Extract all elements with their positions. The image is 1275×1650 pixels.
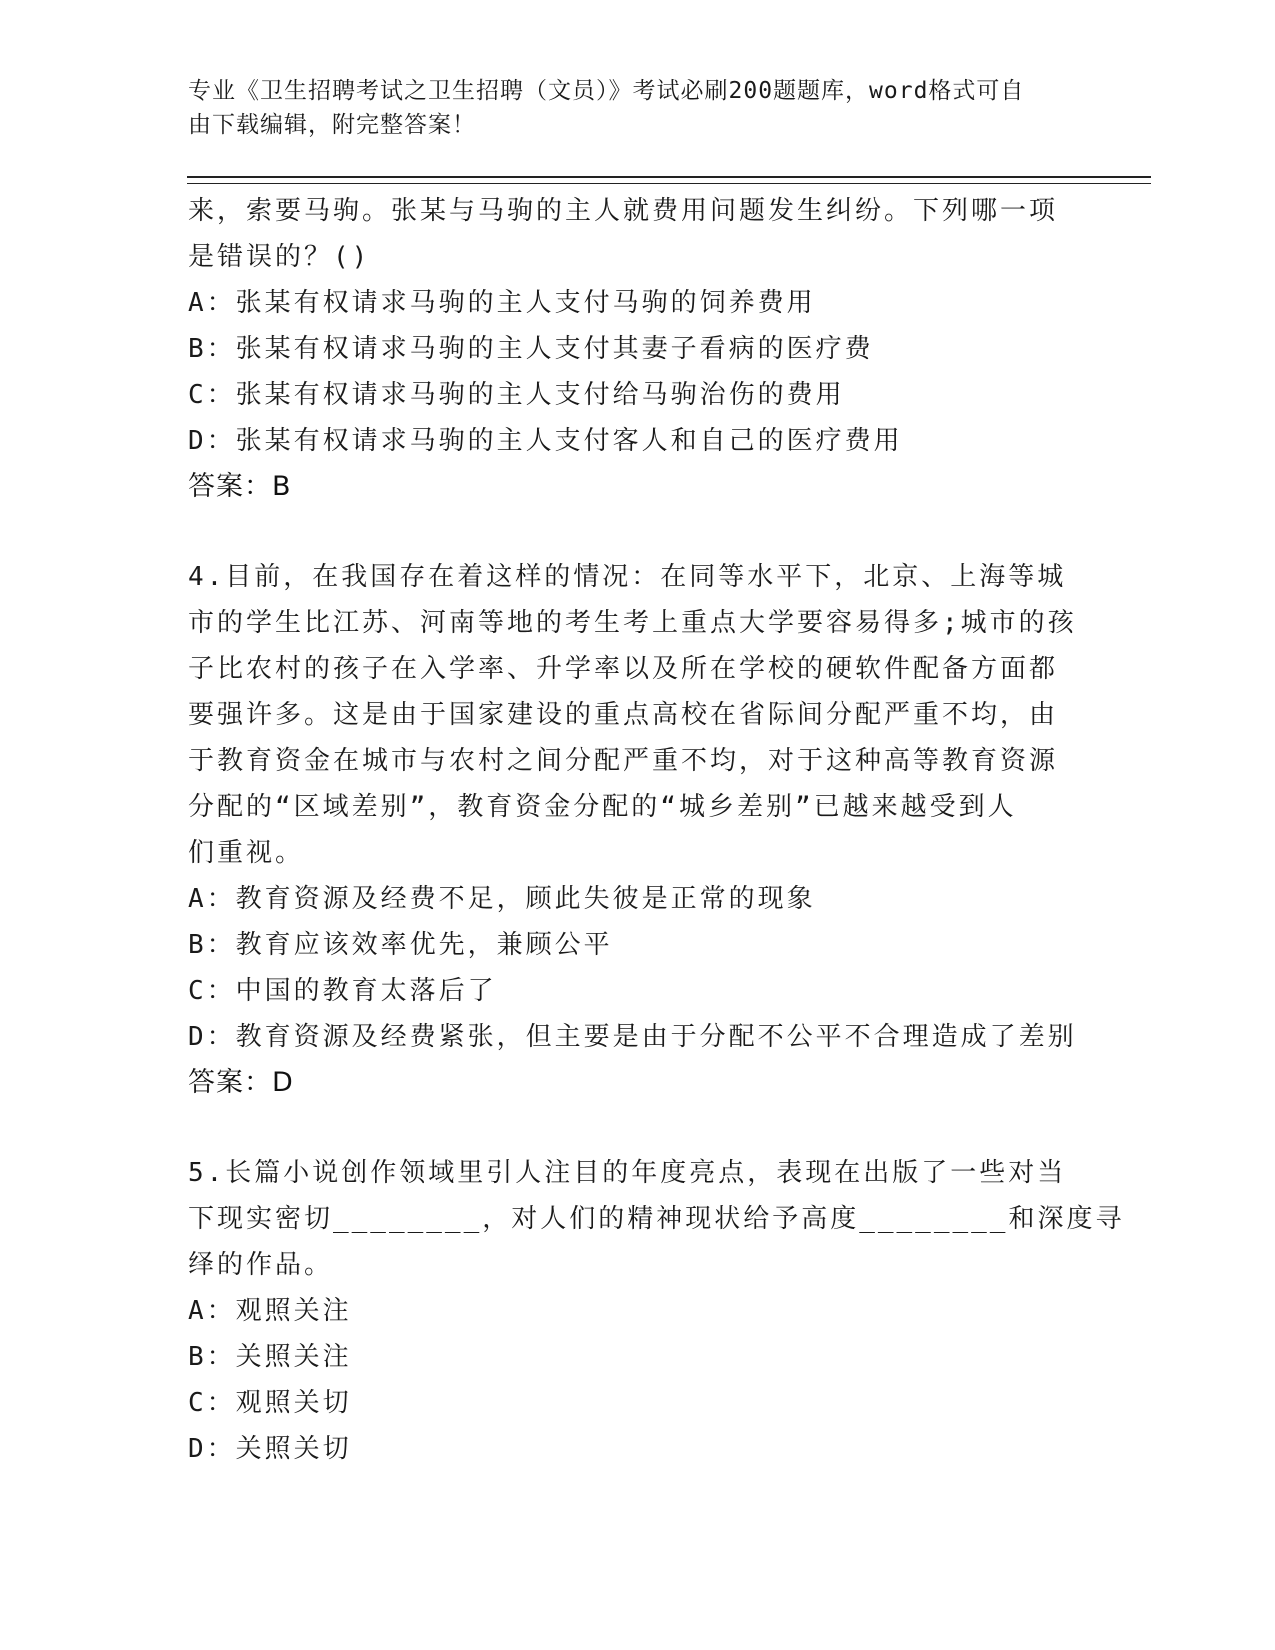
question-3-text-line: 是错误的？()	[188, 242, 371, 272]
question-5-block	[188, 1150, 1125, 1472]
question-4-option-c: C：中国的教育太落后了	[188, 976, 497, 1006]
document-header	[188, 74, 1088, 142]
question-5-text-line: 绎的作品。	[188, 1250, 334, 1280]
question-3-answer: 答案：B	[188, 471, 292, 502]
header-divider-thin	[187, 183, 1151, 184]
header-line-1: 专业《卫生招聘考试之卫生招聘（文员）》考试必刷200题题库，word格式可自	[188, 78, 1025, 104]
spacer	[188, 1106, 1088, 1150]
question-5-text-line: 下现实密切________，对人们的精神现状给予高度________和深度寻	[188, 1204, 1125, 1234]
question-4-option-d: D：教育资源及经费紧张，但主要是由于分配不公平不合理造成了差别	[188, 1022, 1077, 1052]
question-4-block	[188, 554, 1088, 1106]
question-4-answer: 答案：D	[188, 1067, 294, 1098]
question-5-text-line: 5.长篇小说创作领域里引人注目的年度亮点，表现在出版了一些对当	[188, 1158, 1067, 1188]
question-3-option-c: C：张某有权请求马驹的主人支付给马驹治伤的费用	[188, 380, 845, 410]
question-4-text-line: 分配的“区域差别”，教育资金分配的“城乡差别”已越来越受到人	[188, 792, 1017, 822]
question-4-option-a: A：教育资源及经费不足，顾此失彼是正常的现象	[188, 884, 816, 914]
question-4-option-b: B：教育应该效率优先，兼顾公平	[188, 930, 613, 960]
header-line-2: 由下载编辑，附完整答案！	[188, 112, 476, 138]
question-3-block	[188, 188, 1088, 510]
question-5-option-a: A：观照关注	[188, 1296, 352, 1326]
question-3-option-d: D：张某有权请求马驹的主人支付客人和自己的医疗费用	[188, 426, 903, 456]
question-content	[188, 188, 1125, 1472]
question-5-option-b: B：关照关注	[188, 1342, 352, 1372]
question-4-text-line: 4.目前，在我国存在着这样的情况：在同等水平下，北京、上海等城	[188, 562, 1067, 592]
question-3-option-a: A：张某有权请求马驹的主人支付马驹的饲养费用	[188, 288, 816, 318]
question-4-text-line: 市的学生比江苏、河南等地的考生考上重点大学要容易得多;城市的孩	[188, 608, 1077, 638]
question-4-text-line: 们重视。	[188, 838, 305, 868]
question-5-option-c: C：观照关切	[188, 1388, 352, 1418]
question-3-text-line: 来，索要马驹。张某与马驹的主人就费用问题发生纠纷。下列哪一项	[188, 196, 1059, 226]
question-3-option-b: B：张某有权请求马驹的主人支付其妻子看病的医疗费	[188, 334, 874, 364]
question-4-text-line: 子比农村的孩子在入学率、升学率以及所在学校的硬软件配备方面都	[188, 654, 1059, 684]
question-5-option-d: D：关照关切	[188, 1434, 352, 1464]
spacer	[188, 510, 1088, 554]
header-divider-thick	[187, 176, 1151, 178]
question-4-text-line: 要强许多。这是由于国家建设的重点高校在省际间分配严重不均，由	[188, 700, 1059, 730]
question-4-text-line: 于教育资金在城市与农村之间分配严重不均，对于这种高等教育资源	[188, 746, 1059, 776]
